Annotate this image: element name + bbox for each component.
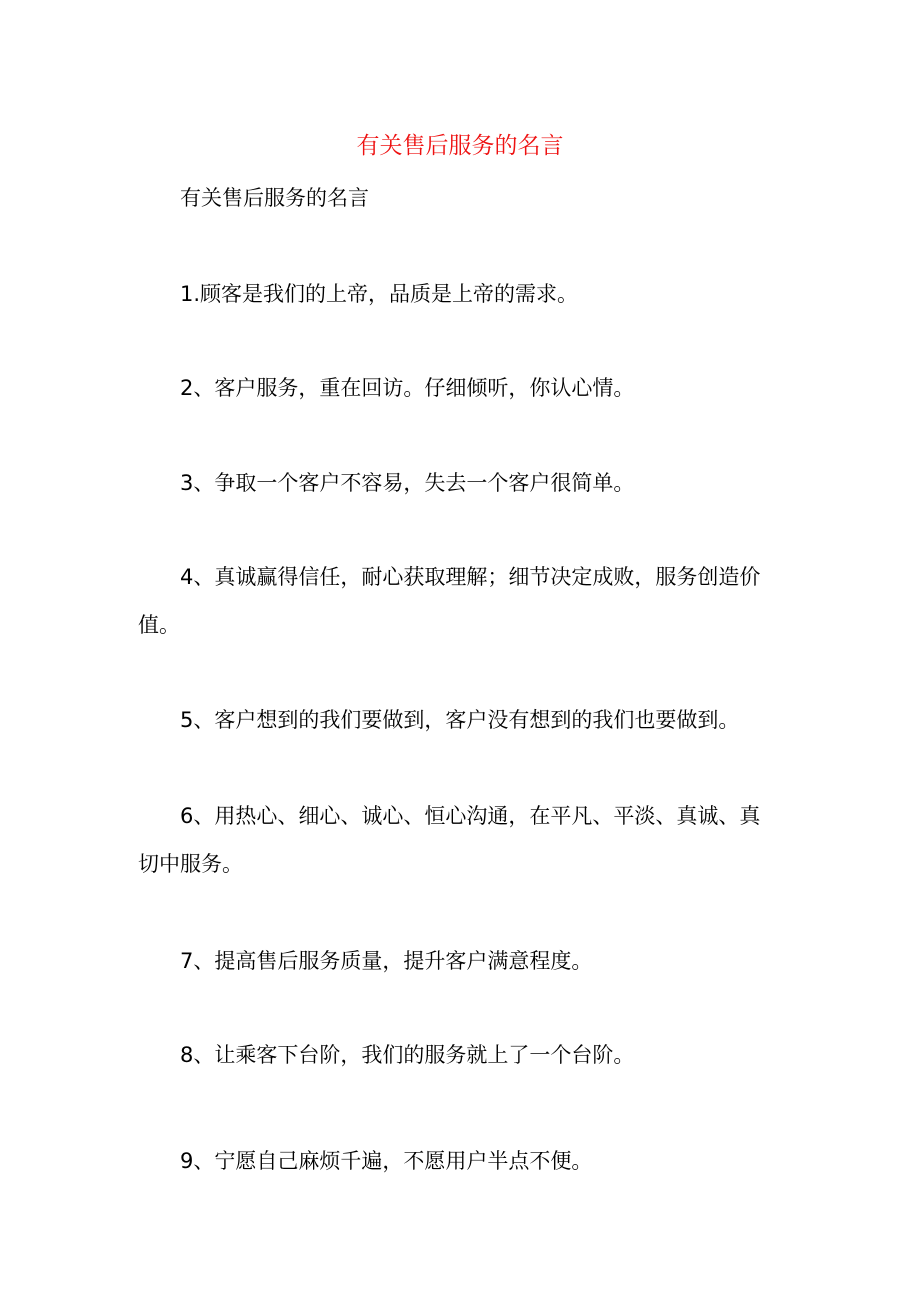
quote-item-3: 3、争取一个客户不容易，失去一个客户很简单。 (180, 471, 635, 495)
subtitle-paragraph: 有关售后服务的名言 (180, 186, 369, 210)
quote-item-4: 4、真诚赢得信任，耐心获取理解；细节决定成败，服务创造价值。 (138, 565, 761, 637)
document-title: 有关售后服务的名言 (356, 133, 564, 159)
quote-item-5: 5、客户想到的我们要做到，客户没有想到的我们也要做到。 (180, 708, 740, 732)
quote-item-1: 1.顾客是我们的上帝，品质是上帝的需求。 (180, 282, 579, 306)
quote-item-9: 9、宁愿自己麻烦千遍，不愿用户半点不便。 (180, 1149, 593, 1173)
quote-item-2: 2、客户服务，重在回访。仔细倾听，你认心情。 (180, 376, 635, 400)
quote-item-7: 7、提高售后服务质量，提升客户满意程度。 (180, 949, 593, 973)
quote-item-6: 6、用热心、细心、诚心、恒心沟通，在平凡、平淡、真诚、真切中服务。 (138, 804, 761, 876)
quote-item-8: 8、让乘客下台阶，我们的服务就上了一个台阶。 (180, 1043, 635, 1067)
